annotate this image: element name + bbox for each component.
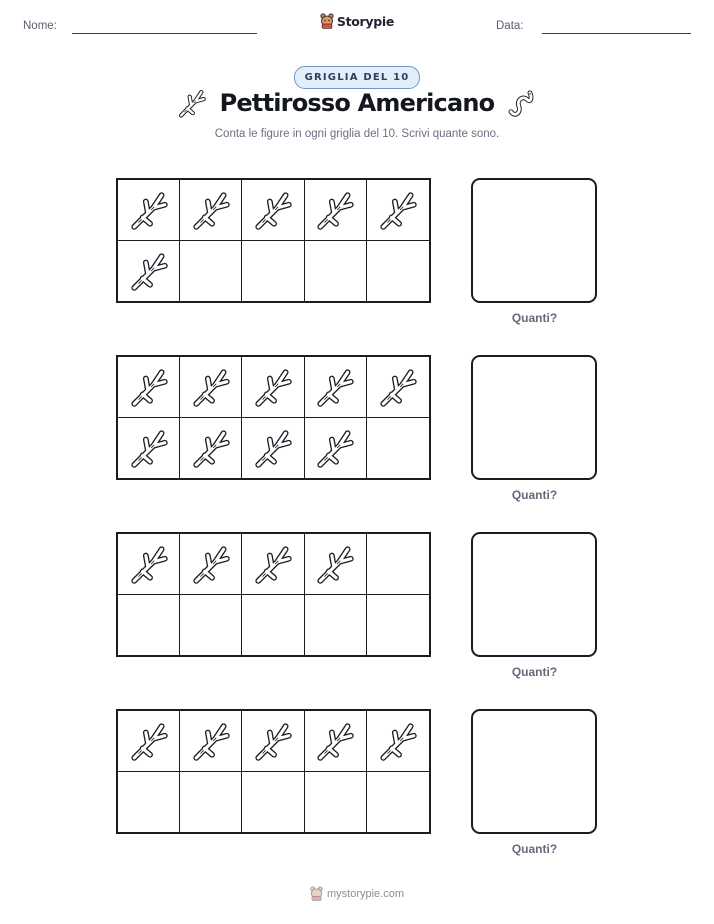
branch-icon xyxy=(130,428,168,468)
ten-frame-cell xyxy=(305,772,367,833)
branch-icon xyxy=(254,428,292,468)
ten-frame xyxy=(116,178,431,303)
branch-icon xyxy=(379,367,417,407)
ten-frame-cell xyxy=(242,534,304,595)
title-row xyxy=(0,88,714,118)
ten-frame-cell xyxy=(180,711,242,772)
branch-icon xyxy=(254,190,292,230)
answer-box[interactable] xyxy=(471,532,597,657)
answer-box[interactable] xyxy=(471,709,597,834)
footer xyxy=(0,886,714,901)
branch-icon xyxy=(316,721,354,761)
name-label: Nome: xyxy=(23,20,57,32)
answer-box[interactable] xyxy=(471,355,597,480)
ten-frame-cell xyxy=(367,241,429,302)
ten-frame-cell xyxy=(242,180,304,241)
ten-frame-cell xyxy=(180,241,242,302)
branch-icon xyxy=(192,367,230,407)
ten-frame-cell xyxy=(305,711,367,772)
branch-icon xyxy=(130,367,168,407)
ten-frame-cell xyxy=(118,711,180,772)
ten-frame-cell xyxy=(367,534,429,595)
branch-icon xyxy=(130,251,168,291)
answer-label: Quanti? xyxy=(511,311,558,325)
branch-icon xyxy=(130,190,168,230)
branch-icon xyxy=(316,367,354,407)
date-label: Data: xyxy=(496,20,524,32)
ten-frame-cell xyxy=(180,534,242,595)
answer-label: Quanti? xyxy=(511,842,558,856)
ten-frame-cell xyxy=(367,357,429,418)
ten-frame-cell xyxy=(118,534,180,595)
answer-label: Quanti? xyxy=(511,488,558,502)
ten-frame-cell xyxy=(242,357,304,418)
footer-site: mystorypie.com xyxy=(326,887,405,900)
ten-frame-cell xyxy=(242,241,304,302)
ten-frame-cell xyxy=(118,357,180,418)
answer-label: Quanti? xyxy=(511,665,558,679)
ten-frame-cell xyxy=(180,418,242,479)
ten-frame-cell xyxy=(305,534,367,595)
worksheet-badge: GRIGLIA DEL 10 xyxy=(294,66,421,89)
ten-frame-cell xyxy=(118,595,180,656)
branch-icon xyxy=(379,721,417,761)
ten-frame-cell xyxy=(118,418,180,479)
branch-icon xyxy=(379,190,417,230)
ten-frame xyxy=(116,355,431,480)
ten-frame-cell xyxy=(305,180,367,241)
branch-icon xyxy=(254,721,292,761)
branch-icon xyxy=(130,544,168,584)
date-line[interactable] xyxy=(542,33,691,34)
ten-frame xyxy=(116,532,431,657)
branch-icon xyxy=(192,544,230,584)
ten-frame-cell xyxy=(367,772,429,833)
instructions: Conta le figure in ogni griglia del 10. Scrivi quante sono. xyxy=(214,128,500,140)
name-line[interactable] xyxy=(72,33,257,34)
bear-mascot-icon xyxy=(310,886,323,901)
ten-frame-cell xyxy=(242,418,304,479)
ten-frame-cell xyxy=(180,772,242,833)
ten-frame-cell xyxy=(118,772,180,833)
branch-icon xyxy=(316,544,354,584)
ten-frame-cell xyxy=(305,595,367,656)
ten-frame-cell xyxy=(242,711,304,772)
ten-frame-cell xyxy=(118,180,180,241)
branch-icon xyxy=(192,428,230,468)
ten-frame-cell xyxy=(367,711,429,772)
branch-icon xyxy=(130,721,168,761)
ten-frame-cell xyxy=(242,595,304,656)
ten-frame-cell xyxy=(118,241,180,302)
branch-icon xyxy=(316,428,354,468)
ten-frame-cell xyxy=(367,595,429,656)
branch-icon xyxy=(192,190,230,230)
ten-frame-cell xyxy=(180,357,242,418)
ten-frame-cell xyxy=(305,357,367,418)
ten-frame xyxy=(116,709,431,834)
bear-mascot-icon xyxy=(320,13,334,29)
page-title: Pettirosso Americano xyxy=(219,89,495,117)
worm-icon xyxy=(508,88,536,118)
answer-box[interactable] xyxy=(471,178,597,303)
branch-icon xyxy=(254,367,292,407)
ten-frame-cell xyxy=(305,418,367,479)
ten-frame-cell xyxy=(242,772,304,833)
branch-icon xyxy=(316,190,354,230)
branch-icon xyxy=(192,721,230,761)
brand-logo xyxy=(0,13,714,29)
ten-frame-cell xyxy=(180,595,242,656)
ten-frame-cell xyxy=(367,418,429,479)
ten-frame-cell xyxy=(305,241,367,302)
brand-name: Storypie xyxy=(336,13,395,29)
branch-icon xyxy=(254,544,292,584)
ten-frame-cell xyxy=(367,180,429,241)
ten-frame-cell xyxy=(180,180,242,241)
branch-icon xyxy=(178,88,206,118)
